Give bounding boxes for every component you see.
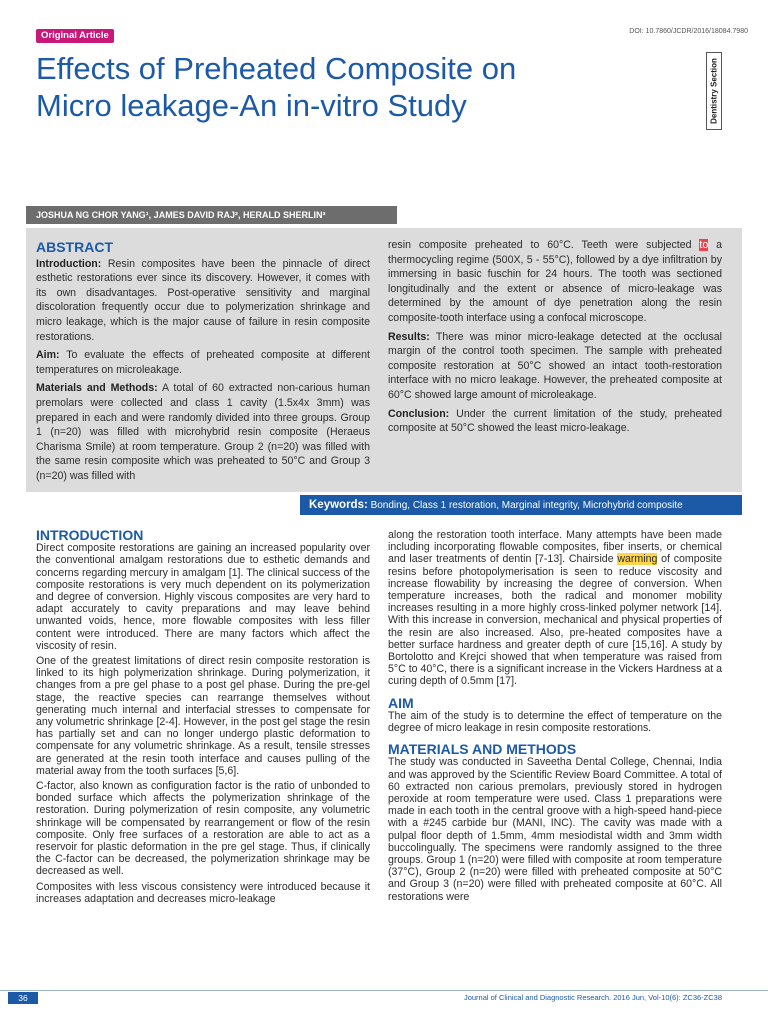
methods-heading: MATERIALS AND METHODS: [388, 741, 577, 758]
results-text: There was minor micro-leakage detected at the occlusal margin of the control tooth specimen. The sample with preheated composite restoration at 50°C showed an intact tooth-restoration interface with no micro leakage. However, the preheated composite at 60°C showed large amount of microleakage.: [388, 330, 722, 401]
authors-bar: JOSHUA NG CHOR YANG¹, JAMES DAVID RAJ², HERALD SHERLIN³: [26, 206, 397, 224]
methods-text: A total of 60 extracted non-carious human premolars were collected and class 1 cavity (1.5x4x 3mm) was prepared in each and were randomly divided into three groups. Group 1 (n=20) was filled with microhybrid resin composite (Heraeus Charisma Smile) at room temperature. Group 2 (n=20) was filled with the same resin composite which was preheated to 50°C and Group 3 (n=20) was filled with: [36, 382, 370, 482]
body-right-column: [388, 529, 722, 906]
methods-label: Materials and Methods:: [36, 382, 158, 395]
abstract-results: [388, 330, 722, 403]
footer-divider: [0, 990, 768, 991]
conclusion-text: Under the current limitation of the study, preheated composite at 50°C showed the least micro-leakage.: [388, 407, 722, 435]
aim-heading: AIM: [388, 694, 414, 711]
abstract-right-column: [388, 238, 722, 440]
section-label-box: [706, 52, 722, 130]
intro-paragraph-3: C-factor, also known as configuration factor is the ratio of unbonded to bonded surface which affects the polymerization shrinkage of the restoration. During polymerization of resin composite, any volumetric shrinkage will be compensated by rearrangement or flow of the resin composite. Only free surfaces of a restoration are able to act as a reservoir for plastic deformation in the pre gel stage. Thus, if clinically the C-factor can be decreased, the polymerization shrinkage may be decreased as well.: [36, 780, 370, 878]
page-number: 36: [8, 992, 38, 1004]
highlighted-word-warming: warming: [617, 553, 658, 566]
abstract-methods: [36, 381, 370, 483]
journal-citation: Journal of Clinical and Diagnostic Research. 2016 Jun, Vol-10(6): ZC36-ZC38: [463, 993, 722, 1002]
article-type-badge: Original Article: [36, 29, 114, 43]
conclusion-label: Conclusion:: [388, 407, 450, 420]
intro-label: Introduction:: [36, 257, 102, 270]
body-left-column: [36, 529, 370, 908]
article-title: Effects of Preheated Composite on Micro leakage-An in-vitro Study: [36, 51, 517, 123]
abstract-left-column: [36, 240, 370, 488]
intro-paragraph-2: One of the greatest limitations of direct resin composite restoration is linked to its high polymerization shrinkage. During polymerization, it changes from a pre gel phase to a post gel phase. During the pre-gel stage, the reactive species can rearrange themselves without generating much internal and interfacial stresses to compensate for any volumetric shrinkage [2-4]. However, in the post gel stage the resin has partially set and can no longer undergo plastic deformation to compensate for any volumetric shrinkage. As a result, tensile stresses are generated at the resin tooth interface and causes pulling of the material away from the tooth surfaces [5,6].: [36, 655, 370, 777]
intro-text: Resin composites have been the pinnacle of direct esthetic restorations ever since its discovery. However, it comes with its own disadvantages. Post-operative sensitivity and marginal discoloration frequently occur due to polymerization shrinkage and micro leakage, which is the major cause of failure in resin composite restorations.: [36, 257, 370, 343]
keywords-label: Keywords:: [309, 499, 368, 511]
results-label: Results:: [388, 330, 430, 343]
section-label: Dentistry Section: [709, 58, 719, 124]
abstract-methods-continued: [388, 238, 722, 326]
methods-cont-b: a thermocycling regime (500X, 5 - 55°C), followed by a dye infiltration by immersing in basic fuschin for 24 hours. The tooth was sectioned longitudinally and the extent or absence of micro-leakage was determined by the amount of dye penetration along the resin composite-tooth interface using a confocal microscope.: [388, 239, 722, 324]
aim-text: To evaluate the effects of preheated composite at different temperatures on microleakage.: [36, 349, 370, 376]
abstract-aim: [36, 348, 370, 377]
introduction-heading: INTRODUCTION: [36, 527, 144, 543]
methods-paragraph: The study was conducted in Saveetha Dental College, Chennai, India and was approved by the Scientific Review Board Committee. A total of 60 extracted non carious premolars, previously stored in hydrogen peroxide at room temperature were used. Class 1 preparations were made in each tooth in the central groove with a high-speed hand-piece with a #245 carbide bur (MANI, INC). The cavity was made with a pulpal floor depth of 1.5mm, 4mm mesiodistal width and 3mm width buccolingually. The specimens were randomly assigned to the three groups. Group 1 (n=20) were filled with composite at room temperature (37°C), Group 2 (n=20) were filled with preheated composite at 50°C and Group 3 (n=20) were filled with preheated composite at 60°C. All restorations were: [388, 756, 722, 903]
intro-paragraph-1: Direct composite restorations are gaining an increased popularity over the conventional amalgam restorations due to esthetic demands and concerns regarding mercury in amalgam [1]. The clinical success of the composite restorations is very much dependent on its polymerization and degree of conversion. Highly viscous composites are very hard to adapt accurately to cavity preparations and may leave behind unwanted voids, hence, more flowable composites with less filler content were introduced. There are many factors which affect the viscosity of resin.: [36, 542, 370, 652]
aim-paragraph: The aim of the study is to determine the effect of temperature on the degree of micro leakage in resin composite restorations.: [388, 709, 722, 735]
p5-text-a: along the restoration tooth interface. Many attempts have been made including incorporating flowable composites, fiber inserts, or chemical and laser treatments of dentin [7-13]. Chairside: [388, 529, 722, 566]
p5-text-b: of composite resins before photopolymerisation is seen to reduce viscosity and increase flowability by increasing the degree of conversion. When temperature increases, both the radical and monomer mobility increases resulting in a more highly cross-linked polymer network [14]. With this increase in conversion, mechanical and physical properties of the resin are also increased. Also, pre-heated composites have a better surface hardness and greater depth of cure [15,16]. A study by Bortolotto and Krejci showed that when temperature was raised from 5°C to 40°C, there is a significant increase in the Vickers Hardness at a curing depth of 0.5mm [17].: [388, 553, 722, 688]
abstract-heading: ABSTRACT: [36, 239, 113, 255]
abstract-conclusion: [388, 407, 722, 436]
methods-cont-a: resin composite preheated to 60°C. Teeth were subjected: [388, 239, 700, 251]
intro-paragraph-4: Composites with less viscous consistency were introduced because it increases adaptation and decreases micro-leakage: [36, 880, 370, 905]
intro-paragraph-5: [388, 529, 722, 688]
aim-label: Aim:: [36, 349, 60, 362]
highlighted-word: to: [699, 239, 709, 251]
keywords-bar: [300, 495, 742, 515]
keywords-text: Bonding, Class 1 restoration, Marginal integrity, Microhybrid composite: [367, 500, 683, 511]
abstract-introduction: [36, 257, 370, 345]
doi-label: DOI: 10.7860/JCDR/2016/18084.7980: [629, 28, 748, 35]
